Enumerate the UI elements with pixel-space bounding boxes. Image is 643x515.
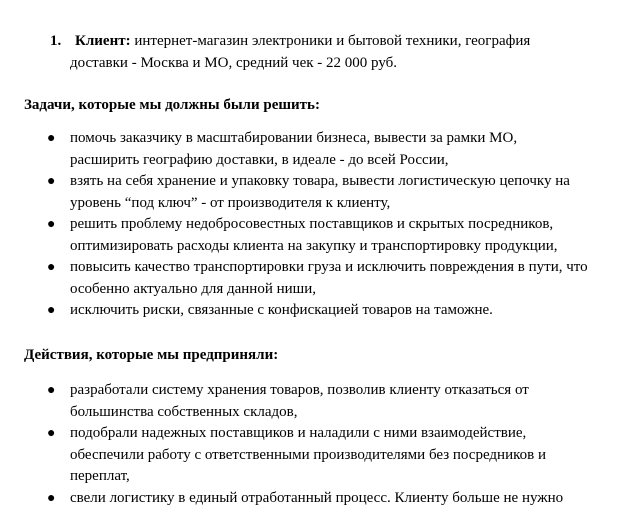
list-item-line: расширить географию доставки, в идеале - до всей России, bbox=[70, 151, 449, 168]
list-item-line: обеспечили работу с ответственными производителями без посредников и bbox=[70, 446, 546, 463]
list-item-line: особенно актуально для данной ниши, bbox=[70, 280, 316, 297]
list-item bbox=[0, 423, 630, 488]
list-item-line: помочь заказчику в масштабировании бизнеса, вывести за рамки МО, bbox=[70, 130, 518, 146]
bullet-icon: ● bbox=[47, 426, 56, 441]
actions-list bbox=[0, 380, 630, 509]
list-item-line: уровень “под ключ” - от производителя к клиенту, bbox=[70, 194, 391, 211]
client-paragraph bbox=[50, 31, 610, 74]
list-item-line: свели логистику в единый отработанный процесс. Клиенту больше не нужно bbox=[70, 489, 564, 506]
list-item bbox=[0, 488, 630, 510]
client-label: Клиент: bbox=[75, 33, 131, 49]
bullet-icon: ● bbox=[47, 174, 56, 189]
bullet-icon: ● bbox=[47, 131, 56, 146]
list-item-line: большинства собственных складов, bbox=[70, 403, 298, 420]
list-item bbox=[0, 128, 630, 171]
list-item-line: переплат, bbox=[70, 468, 130, 484]
bullet-icon: ● bbox=[47, 260, 56, 275]
list-item bbox=[0, 380, 630, 423]
list-item-line: подобрали надежных поставщиков и наладили с ними взаимодействие, bbox=[70, 425, 527, 441]
list-item-line: оптимизировать расходы клиента на закупку и транспортировку продукции, bbox=[70, 237, 558, 254]
tasks-heading: Задачи, которые мы должны были решить: bbox=[24, 97, 320, 113]
bullet-icon: ● bbox=[47, 490, 56, 506]
list-item-line: повысить качество транспортировки груза и исключить повреждения в пути, что bbox=[70, 259, 588, 275]
bullet-icon: ● bbox=[47, 383, 56, 398]
bullet-icon: ● bbox=[47, 303, 56, 318]
tasks-list bbox=[0, 128, 630, 322]
list-number: 1. bbox=[50, 33, 62, 49]
list-item bbox=[0, 214, 630, 257]
actions-heading: Действия, которые мы предприняли: bbox=[24, 347, 279, 363]
bullet-icon: ● bbox=[47, 217, 56, 232]
list-item bbox=[0, 171, 630, 214]
list-item-line: решить проблему недобросовестных поставщиков и скрытых посредников, bbox=[70, 216, 554, 232]
list-item-line: взять на себя хранение и упаковку товара, вывести логистическую цепочку на bbox=[70, 173, 570, 189]
client-text-line2: доставки - Москва и МО, средний чек - 22 000 руб. bbox=[70, 54, 398, 71]
list-item bbox=[0, 300, 630, 322]
list-item-line: исключить риски, связанные с конфискацией товаров на таможне. bbox=[70, 302, 493, 318]
list-item bbox=[0, 257, 630, 300]
list-item-line: разработали систему хранения товаров, позволив клиенту отказаться от bbox=[70, 382, 529, 398]
client-text-line1: интернет-магазин электроники и бытовой техники, география bbox=[130, 33, 531, 49]
